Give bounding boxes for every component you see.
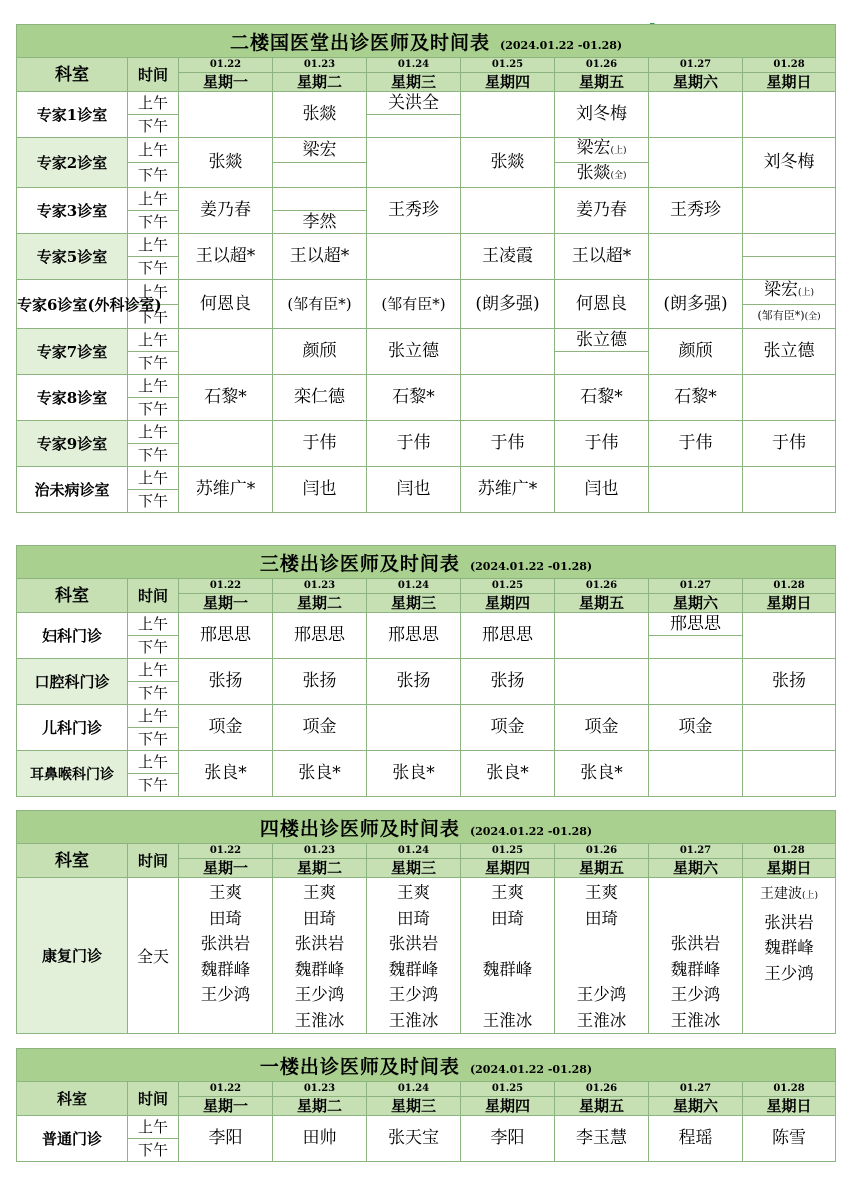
schedule-cell <box>179 421 273 467</box>
weekday-label: 星期五 <box>555 1097 649 1116</box>
am-label: 上午 <box>128 280 179 305</box>
weekday-label: 星期日 <box>743 594 836 613</box>
schedule-cell: 王凌霞 <box>461 234 555 280</box>
doctor-name: 王建波 <box>759 886 802 902</box>
schedule-cell: 张立德 <box>367 329 461 375</box>
schedule-cell <box>367 705 461 751</box>
schedule-cell: 张燚 <box>179 138 273 188</box>
room-name: 专家8诊室 <box>17 375 128 421</box>
schedule-cell: 邢思思 <box>273 613 367 659</box>
date-label: 01.28 <box>743 579 836 594</box>
date-label: 01.25 <box>461 844 555 859</box>
schedule-cell: 李阳 <box>179 1116 273 1162</box>
date-label: 01.27 <box>649 844 743 859</box>
schedule-cell: 张扬 <box>743 659 836 705</box>
room-name: 妇科门诊 <box>17 613 128 659</box>
schedule-cell: 王秀珍 <box>367 188 461 234</box>
floor2-title: 二楼国医堂出诊医师及时间表 <box>229 31 490 54</box>
shift-note: (全) <box>610 171 627 181</box>
floor1-title-cell <box>17 1049 836 1082</box>
schedule-cell <box>179 92 273 138</box>
schedule-cell <box>649 636 743 659</box>
schedule-cell: 张燚 <box>273 92 367 138</box>
schedule-cell: 张扬 <box>461 659 555 705</box>
shift-note: (上) <box>798 288 815 298</box>
schedule-cell <box>743 92 836 138</box>
date-label: 01.27 <box>649 1082 743 1097</box>
schedule-cell <box>743 613 836 659</box>
room-name: 耳鼻喉科门诊 <box>17 751 128 797</box>
schedule-cell <box>743 280 836 305</box>
schedule-cell: 闫也 <box>555 467 649 513</box>
weekday-label: 星期日 <box>743 859 836 878</box>
schedule-cell: 项金 <box>461 705 555 751</box>
schedule-cell <box>743 257 836 280</box>
weekday-label: 星期三 <box>367 594 461 613</box>
am-label: 上午 <box>128 329 179 352</box>
schedule-cell: (邹有臣*) <box>273 280 367 329</box>
schedule-cell: 于伟 <box>649 421 743 467</box>
schedule-cell: 张燚 <box>461 138 555 188</box>
schedule-cell: 关洪全 <box>367 92 461 115</box>
schedule-cell <box>555 138 649 163</box>
time-header: 时间 <box>128 579 179 613</box>
weekday-label: 星期六 <box>649 859 743 878</box>
weekday-label: 星期二 <box>273 73 367 92</box>
weekday-label: 星期日 <box>743 73 836 92</box>
am-label: 上午 <box>128 421 179 444</box>
schedule-cell: 闫也 <box>367 467 461 513</box>
schedule-cell <box>555 163 649 188</box>
date-label: 01.26 <box>555 58 649 73</box>
schedule-cell <box>743 751 836 797</box>
date-range: (2024.01.22 -01.28) <box>469 824 593 838</box>
am-label: 上午 <box>128 705 179 728</box>
schedule-cell: 于伟 <box>273 421 367 467</box>
room-name: 儿科门诊 <box>17 705 128 751</box>
schedule-cell <box>367 138 461 188</box>
allday-label: 全天 <box>128 878 179 1034</box>
weekday-label: 星期四 <box>461 73 555 92</box>
schedule-cell: (朗多强) <box>649 280 743 329</box>
doctor-name: (邹有臣*) <box>757 309 805 322</box>
floor1-title: 一楼出诊医师及时间表 <box>259 1055 460 1078</box>
schedule-cell <box>367 234 461 280</box>
dept-header: 科室 <box>17 579 128 613</box>
schedule-cell: 王以超* <box>179 234 273 280</box>
weekday-label: 星期一 <box>179 73 273 92</box>
schedule-cell <box>649 751 743 797</box>
date-label: 01.23 <box>273 844 367 859</box>
schedule-cell <box>743 705 836 751</box>
schedule-cell: 王爽 田琦 王少鸿 王淮冰 <box>555 878 649 1034</box>
weekday-label: 星期五 <box>555 73 649 92</box>
weekday-label: 星期五 <box>555 594 649 613</box>
room-name: 专家2诊室 <box>17 138 128 188</box>
date-label: 01.22 <box>179 844 273 859</box>
room-name: 专家1诊室 <box>17 92 128 138</box>
floor2-title-cell <box>17 25 836 58</box>
dept-header: 科室 <box>17 844 128 878</box>
date-label: 01.28 <box>743 844 836 859</box>
schedule-cell: 颜颀 <box>649 329 743 375</box>
schedule-cell <box>743 467 836 513</box>
date-label: 01.23 <box>273 58 367 73</box>
date-label: 01.24 <box>367 579 461 594</box>
schedule-cell <box>743 188 836 234</box>
schedule-cell: 李阳 <box>461 1116 555 1162</box>
room-name: 治未病诊室 <box>17 467 128 513</box>
schedule-cell: 王秀珍 <box>649 188 743 234</box>
schedule-cell <box>649 659 743 705</box>
am-label: 上午 <box>128 1116 179 1139</box>
room-name: 专家9诊室 <box>17 421 128 467</box>
schedule-cell: 苏维广* <box>179 467 273 513</box>
schedule-cell: 于伟 <box>555 421 649 467</box>
shift-note: (上) <box>801 891 819 901</box>
schedule-cell: 王以超* <box>555 234 649 280</box>
schedule-cell: 王爽 田琦 张洪岩 魏群峰 王少鸿 王淮冰 <box>273 878 367 1034</box>
date-label: 01.28 <box>743 58 836 73</box>
date-label: 01.24 <box>367 58 461 73</box>
date-range: (2024.01.22 -01.28) <box>499 38 623 52</box>
weekday-label: 星期一 <box>179 1097 273 1116</box>
floor3-title: 三楼出诊医师及时间表 <box>259 552 460 575</box>
weekday-label: 星期五 <box>555 859 649 878</box>
floor4-title: 四楼出诊医师及时间表 <box>259 817 460 840</box>
schedule-cell: 苏维广* <box>461 467 555 513</box>
am-label: 上午 <box>128 613 179 636</box>
schedule-cell: 张扬 <box>179 659 273 705</box>
schedule-cell: 邢思思 <box>367 613 461 659</box>
date-label: 01.27 <box>649 58 743 73</box>
am-label: 上午 <box>128 138 179 163</box>
pm-label: 下午 <box>128 352 179 375</box>
schedule-cell <box>461 329 555 375</box>
schedule-cell: 颜颀 <box>273 329 367 375</box>
schedule-cell <box>461 92 555 138</box>
schedule-cell <box>555 613 649 659</box>
schedule-cell: 何恩良 <box>179 280 273 329</box>
shift-note: (全) <box>804 312 821 322</box>
weekday-label: 星期三 <box>367 1097 461 1116</box>
pm-label: 下午 <box>128 682 179 705</box>
pm-label: 下午 <box>128 211 179 234</box>
floor3-schedule-table <box>16 545 836 797</box>
schedule-cell <box>179 329 273 375</box>
schedule-cell: 张良* <box>555 751 649 797</box>
schedule-cell <box>743 375 836 421</box>
date-label: 01.26 <box>555 844 649 859</box>
schedule-cell: 何恩良 <box>555 280 649 329</box>
am-label: 上午 <box>128 375 179 398</box>
schedule-cell: (邹有臣*) <box>367 280 461 329</box>
schedule-cell <box>649 138 743 188</box>
date-label: 01.22 <box>179 58 273 73</box>
schedule-cell: 王爽 田琦 张洪岩 魏群峰 王少鸿 <box>179 878 273 1034</box>
room-name: 康复门诊 <box>17 878 128 1034</box>
schedule-cell: 张立德 <box>555 329 649 352</box>
schedule-cell: 邢思思 <box>461 613 555 659</box>
schedule-cell: 于伟 <box>743 421 836 467</box>
schedule-cell <box>367 115 461 138</box>
date-label: 01.26 <box>555 579 649 594</box>
room-name: 专家7诊室 <box>17 329 128 375</box>
schedule-cell: 项金 <box>649 705 743 751</box>
schedule-cell: 程瑶 <box>649 1116 743 1162</box>
schedule-cell: 张良* <box>179 751 273 797</box>
schedule-cell: 张立德 <box>743 329 836 375</box>
schedule-cell <box>461 188 555 234</box>
floor2-schedule-table <box>16 24 836 513</box>
weekday-label: 星期四 <box>461 594 555 613</box>
date-label: 01.24 <box>367 844 461 859</box>
dept-header: 科室 <box>17 58 128 92</box>
am-label: 上午 <box>128 188 179 211</box>
floor4-schedule-table <box>16 810 836 1034</box>
schedule-cell <box>649 92 743 138</box>
weekday-label: 星期一 <box>179 859 273 878</box>
room-name: 专家5诊室 <box>17 234 128 280</box>
pm-label: 下午 <box>128 636 179 659</box>
date-label: 01.22 <box>179 579 273 594</box>
floor1-schedule-table <box>16 1048 836 1162</box>
weekday-label: 星期二 <box>273 1097 367 1116</box>
am-label: 上午 <box>128 92 179 115</box>
am-label: 上午 <box>128 751 179 774</box>
schedule-cell: 张扬 <box>273 659 367 705</box>
schedule-cell <box>555 352 649 375</box>
weekday-label: 星期二 <box>273 859 367 878</box>
pm-label: 下午 <box>128 728 179 751</box>
schedule-cell: 张良* <box>273 751 367 797</box>
doctor-name: 梁宏 <box>764 280 799 300</box>
weekday-label: 星期三 <box>367 73 461 92</box>
schedule-cell <box>649 234 743 280</box>
schedule-cell <box>555 659 649 705</box>
schedule-cell: 刘冬梅 <box>743 138 836 188</box>
schedule-cell: 梁宏 <box>273 138 367 163</box>
schedule-cell: 刘冬梅 <box>555 92 649 138</box>
schedule-cell <box>273 163 367 188</box>
pm-label: 下午 <box>128 774 179 797</box>
pm-label: 下午 <box>128 115 179 138</box>
date-label: 01.23 <box>273 1082 367 1097</box>
schedule-cell: 李然 <box>273 211 367 234</box>
schedule-cell: 王爽 田琦 魏群峰 王淮冰 <box>461 878 555 1034</box>
pm-label: 下午 <box>128 257 179 280</box>
schedule-cell: 石黎* <box>179 375 273 421</box>
schedule-cell: 于伟 <box>367 421 461 467</box>
schedule-cell: 闫也 <box>273 467 367 513</box>
schedule-cell: 王爽 田琦 张洪岩 魏群峰 王少鸿 王淮冰 <box>367 878 461 1034</box>
schedule-cell: 张洪岩 魏群峰 王少鸿 王淮冰 <box>649 878 743 1034</box>
date-label: 01.25 <box>461 579 555 594</box>
schedule-cell: 李玉慧 <box>555 1116 649 1162</box>
schedule-cell: 石黎* <box>649 375 743 421</box>
schedule-cell: (朗多强) <box>461 280 555 329</box>
schedule-cell: 陈雪 <box>743 1116 836 1162</box>
room-name: 口腔科门诊 <box>17 659 128 705</box>
room-name: 普通门诊 <box>17 1116 128 1162</box>
schedule-cell: 邢思思 <box>649 613 743 636</box>
shift-note: (上) <box>610 146 627 156</box>
room-name: 专家3诊室 <box>17 188 128 234</box>
weekday-label: 星期四 <box>461 859 555 878</box>
schedule-cell: 石黎* <box>555 375 649 421</box>
schedule-cell: 张良* <box>367 751 461 797</box>
am-label: 上午 <box>128 234 179 257</box>
schedule-cell <box>649 467 743 513</box>
doctor-list: 张洪岩 魏群峰 王少鸿 <box>764 912 814 983</box>
pm-label: 下午 <box>128 444 179 467</box>
date-label: 01.25 <box>461 58 555 73</box>
schedule-cell <box>743 234 836 257</box>
weekday-label: 星期六 <box>649 594 743 613</box>
schedule-cell: 项金 <box>273 705 367 751</box>
room-title: 专家6诊室 <box>17 295 88 314</box>
schedule-cell: 田帅 <box>273 1116 367 1162</box>
schedule-cell: 项金 <box>555 705 649 751</box>
pm-label: 下午 <box>128 163 179 188</box>
schedule-cell: 栾仁德 <box>273 375 367 421</box>
weekday-label: 星期六 <box>649 1097 743 1116</box>
am-label: 上午 <box>128 467 179 490</box>
floor3-title-cell <box>17 546 836 579</box>
date-label: 01.25 <box>461 1082 555 1097</box>
schedule-cell <box>743 305 836 329</box>
date-label: 01.22 <box>179 1082 273 1097</box>
date-range: (2024.01.22 -01.28) <box>469 1062 593 1076</box>
pm-label: 下午 <box>128 398 179 421</box>
schedule-cell: 项金 <box>179 705 273 751</box>
floor4-title-cell <box>17 811 836 844</box>
date-label: 01.23 <box>273 579 367 594</box>
schedule-cell: 石黎* <box>367 375 461 421</box>
date-label: 01.24 <box>367 1082 461 1097</box>
schedule-cell <box>743 878 836 1034</box>
pm-label: 下午 <box>128 490 179 513</box>
pm-label: 下午 <box>128 1139 179 1162</box>
date-range: (2024.01.22 -01.28) <box>469 559 593 573</box>
time-header: 时间 <box>128 58 179 92</box>
schedule-cell: 姜乃春 <box>555 188 649 234</box>
schedule-cell: 于伟 <box>461 421 555 467</box>
schedule-cell <box>273 188 367 211</box>
doctor-name: 梁宏 <box>576 138 611 158</box>
weekday-label: 星期三 <box>367 859 461 878</box>
schedule-cell: 姜乃春 <box>179 188 273 234</box>
date-label: 01.27 <box>649 579 743 594</box>
time-header: 时间 <box>128 844 179 878</box>
schedule-cell: 张天宝 <box>367 1116 461 1162</box>
schedule-cell: 张良* <box>461 751 555 797</box>
schedule-cell: 邢思思 <box>179 613 273 659</box>
pm-label: 下午 <box>128 305 179 329</box>
weekday-label: 星期二 <box>273 594 367 613</box>
time-header: 时间 <box>128 1082 179 1116</box>
schedule-cell: 王以超* <box>273 234 367 280</box>
schedule-cell <box>461 375 555 421</box>
weekday-label: 星期六 <box>649 73 743 92</box>
schedule-cell: 张扬 <box>367 659 461 705</box>
dept-header: 科室 <box>17 1082 128 1116</box>
weekday-label: 星期四 <box>461 1097 555 1116</box>
room-subtitle: (外科诊室) <box>87 295 162 314</box>
date-label: 01.26 <box>555 1082 649 1097</box>
date-label: 01.28 <box>743 1082 836 1097</box>
doctor-name: 张燚 <box>576 163 611 183</box>
weekday-label: 星期一 <box>179 594 273 613</box>
weekday-label: 星期日 <box>743 1097 836 1116</box>
am-label: 上午 <box>128 659 179 682</box>
